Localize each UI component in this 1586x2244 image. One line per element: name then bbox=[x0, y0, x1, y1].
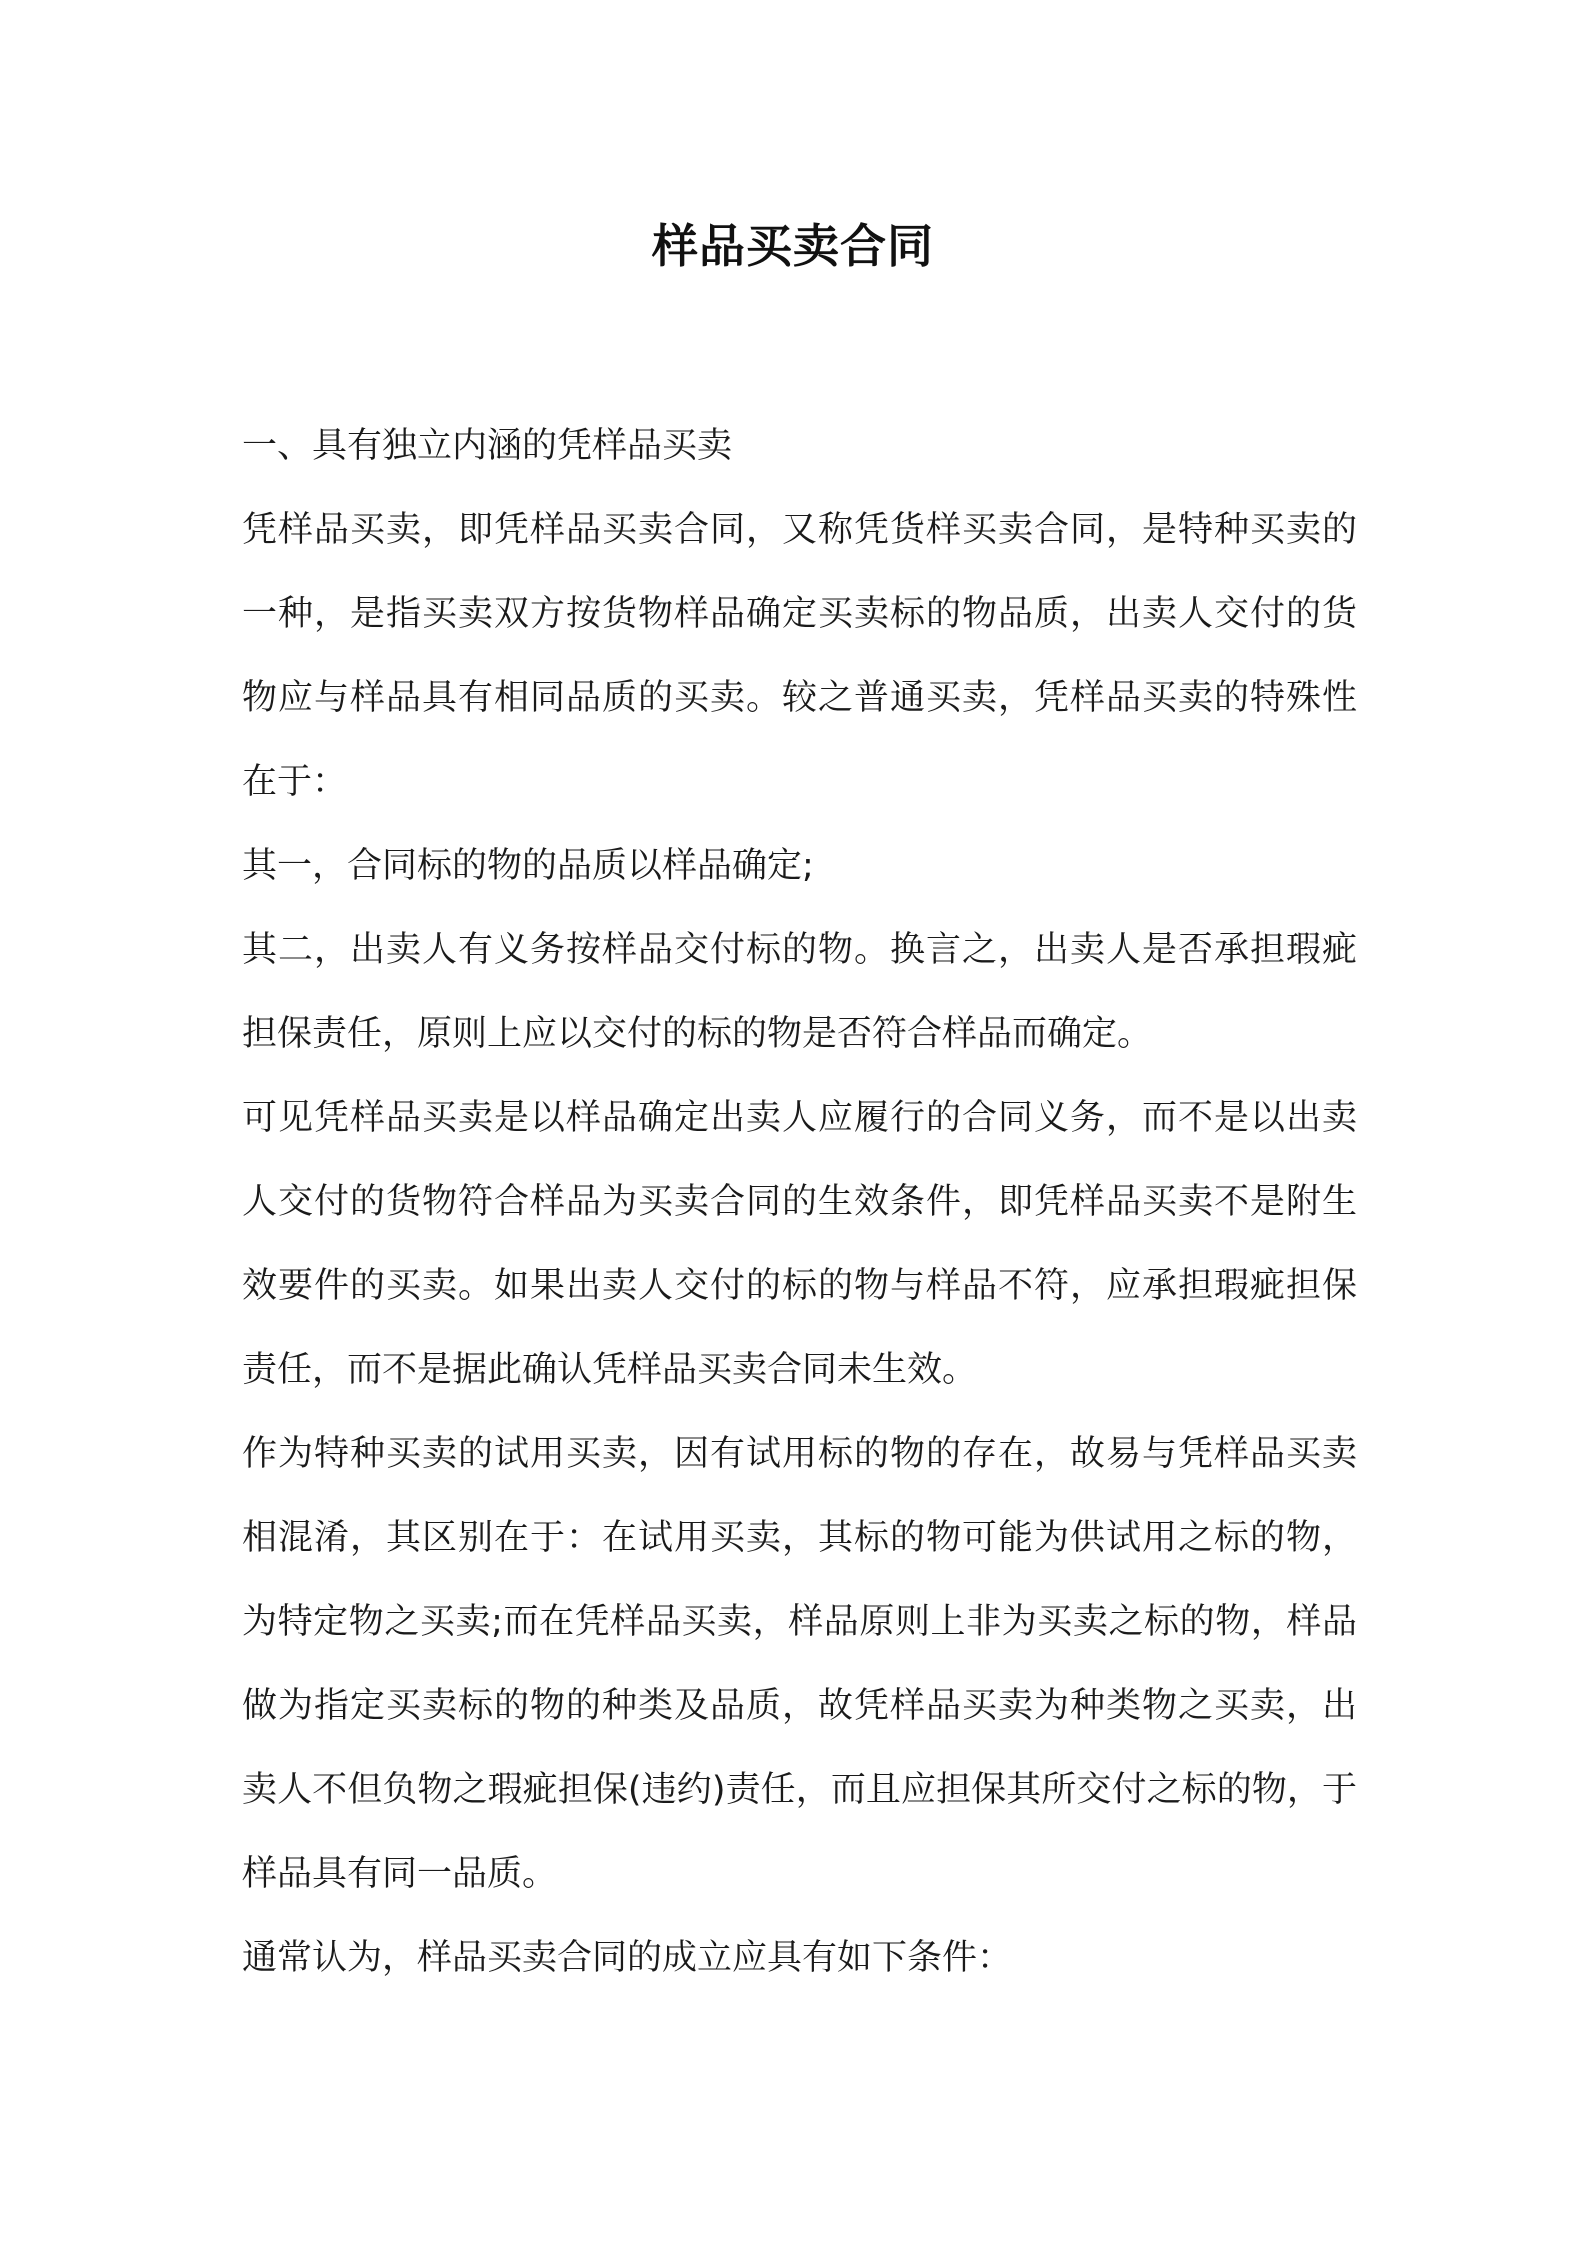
paragraph-conditions-intro: 通常认为，样品买卖合同的成立应具有如下条件： bbox=[242, 1938, 1013, 1978]
paragraph-definition: 凭样品买卖，即凭样品买卖合同，又称凭货样买卖合同，是特种买卖的一种，是指买卖双方按货物样品确定买卖标的物品质，出卖人交付的货物应与样品具有相同品质的买卖。较之普通买卖，凭样品买卖的特殊性在于： bbox=[242, 510, 1357, 802]
paragraph-point-two: 其二，出卖人有义务按样品交付标的物。换言之，出卖人是否承担瑕疵担保责任，原则上应以交付的标的物是否符合样品而确定。 bbox=[242, 930, 1357, 1054]
section-heading: 一、具有独立内涵的凭样品买卖 bbox=[242, 426, 733, 466]
document-body bbox=[242, 404, 1357, 2000]
document-title: 样品买卖合同 bbox=[652, 219, 934, 273]
paragraph-trial-sale-comparison: 作为特种买卖的试用买卖，因有试用标的物的存在，故易与凭样品买卖相混淆，其区别在于：在试用买卖，其标的物可能为供试用之标的物，为特定物之买卖;而在凭样品买卖，样品原则上非为买卖之标的物，样品做为指定买卖标的物的种类及品质，故凭样品买卖为种类物之买卖，出卖人不但负物之瑕疵担保(违约)责任，而且应担保其所交付之标的物，于样品具有同一品质。 bbox=[242, 1434, 1357, 1894]
paragraph-obligation: 可见凭样品买卖是以样品确定出卖人应履行的合同义务，而不是以出卖人交付的货物符合样品为买卖合同的生效条件，即凭样品买卖不是附生效要件的买卖。如果出卖人交付的标的物与样品不符，应承担瑕疵担保责任，而不是据此确认凭样品买卖合同未生效。 bbox=[242, 1098, 1357, 1390]
paragraph-point-one: 其一，合同标的物的品质以样品确定; bbox=[242, 846, 814, 886]
